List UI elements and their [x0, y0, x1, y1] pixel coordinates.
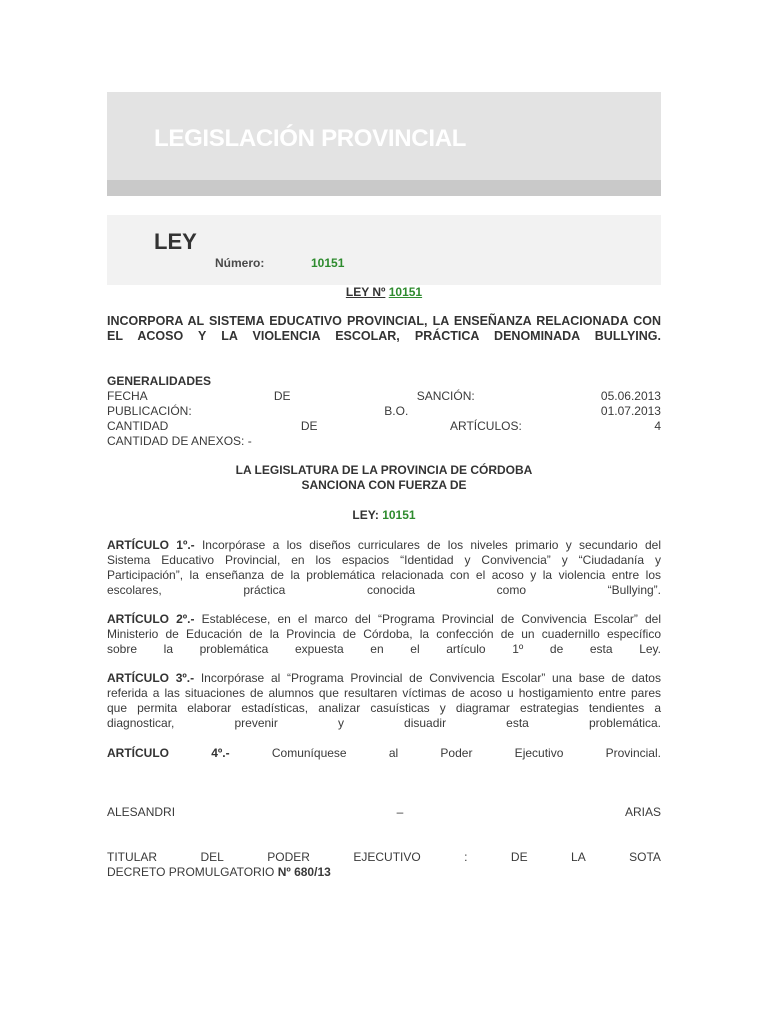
numero-value: 10151	[311, 256, 345, 270]
publicacion-row	[107, 404, 661, 419]
titular-word: DE	[510, 850, 528, 864]
banner-divider	[107, 180, 661, 196]
subject-line: INCORPORA AL SISTEMA EDUCATIVO PROVINCIAL, LA ENSEÑANZA RELACIONADA CON	[107, 314, 661, 328]
ley-number-link[interactable]: 10151	[388, 285, 423, 299]
preamble-line: SANCIONA CON FUERZA DE	[301, 478, 467, 492]
article-line: sobre la problemática expuesta en el artículo 1º de esta Ley.	[107, 642, 661, 656]
signature-left: ALESANDRI	[107, 805, 176, 819]
article-text: Incorpórase a los diseños curriculares de los niveles primario y secundario del	[201, 538, 661, 552]
article-4	[107, 746, 661, 761]
article-line: diagnosticar, prevenir y disuadir esta problemática.	[107, 716, 661, 730]
ley-heading-prefix: LEY Nº	[345, 285, 386, 299]
article-line	[107, 746, 661, 761]
decree-number: Nº 680/13	[277, 865, 331, 879]
article-label: ARTÍCULO 2º.-	[107, 612, 195, 626]
ley-summary-box	[107, 215, 661, 285]
signature-separator: –	[396, 805, 404, 819]
article-1	[107, 538, 661, 598]
article-text: Incorpórase al “Programa Provincial de Convivencia Escolar” una base de datos	[200, 671, 661, 685]
gen-cell: CANTIDAD	[107, 419, 169, 433]
article-line: Ministerio de Educación de la Provincia de Córdoba, la confección de un cuadernillo específico	[107, 627, 661, 641]
titular-word: LA	[571, 850, 586, 864]
article-line: Sistema Educativo Provincial, en los espacios “Identidad y Convivencia” y “Ciudadanía y	[107, 553, 661, 567]
titular-row	[107, 850, 661, 865]
preamble-ley-label: LEY:	[352, 508, 379, 522]
article-text: Establécese, en el marco del “Programa Provincial de Convivencia Escolar” del	[201, 612, 661, 626]
gen-cell: FECHA	[107, 389, 148, 403]
gen-cell: DE	[300, 419, 318, 433]
cantidad-anexos-row	[107, 434, 661, 449]
decree-line	[107, 865, 331, 880]
gen-cell: 01.07.2013	[600, 404, 661, 418]
preamble-line: LA LEGISLATURA DE LA PROVINCIA DE CÓRDOBA	[235, 463, 533, 477]
article-3	[107, 671, 661, 731]
article-line: Participación”, la enseñanza de la problemática relacionada con el acoso y la violencia entre los	[107, 568, 661, 582]
cantidad-articulos-row	[107, 419, 661, 434]
ley-title: LEY	[154, 229, 197, 254]
preamble-ley	[107, 508, 661, 523]
titular-word: EJECUTIVO	[353, 850, 421, 864]
gen-cell: SANCIÓN:	[416, 389, 475, 403]
law-subject	[107, 314, 661, 344]
signature-right: ARIAS	[624, 805, 661, 819]
numero-label: Número:	[215, 256, 265, 270]
decree-text: DECRETO PROMULGATORIO	[107, 865, 275, 879]
banner-title: LEGISLACIÓN PROVINCIAL	[154, 125, 467, 152]
titular-word: SOTA	[629, 850, 661, 864]
header-banner	[107, 92, 661, 180]
titular-word: TITULAR	[107, 850, 158, 864]
article-label: ARTÍCULO 1º.-	[107, 538, 195, 552]
article-line	[107, 612, 661, 627]
fecha-sancion-row	[107, 389, 661, 404]
titular-word: :	[464, 850, 468, 864]
article-text: Comuníquese al Poder Ejecutivo Provincial.	[271, 746, 661, 760]
signatures-row	[107, 805, 661, 820]
article-2	[107, 612, 661, 657]
gen-cell: 05.06.2013	[600, 389, 661, 403]
article-label: ARTÍCULO 4º.-	[107, 746, 230, 760]
article-label: ARTÍCULO 3º.-	[107, 671, 195, 685]
article-line: escolares, práctica conocida como “Bullying”.	[107, 583, 661, 597]
gen-cell: B.O.	[384, 404, 409, 418]
article-line	[107, 538, 661, 553]
titular-word: DEL	[200, 850, 224, 864]
gen-cell: CANTIDAD DE ANEXOS: -	[107, 434, 252, 448]
gen-cell: DE	[273, 389, 291, 403]
preamble-ley-number: 10151	[382, 508, 416, 522]
gen-cell: ARTÍCULOS:	[450, 419, 522, 433]
article-line: que permita elaborar estadísticas, analizar casuísticas y diagramar estrategias tendientes a	[107, 701, 661, 715]
article-line	[107, 671, 661, 686]
generalidades-title: GENERALIDADES	[107, 374, 212, 388]
subject-line: EL ACOSO Y LA VIOLENCIA ESCOLAR, PRÁCTICA DENOMINADA BULLYING.	[107, 329, 661, 343]
gen-cell: 4	[654, 419, 661, 433]
ley-heading	[107, 285, 661, 299]
titular-word: PODER	[267, 850, 310, 864]
article-line: referida a las situaciones de alumnos que resultaren víctimas de acoso u hostigamiento entre pares	[107, 686, 661, 700]
gen-cell: PUBLICACIÓN:	[107, 404, 192, 418]
